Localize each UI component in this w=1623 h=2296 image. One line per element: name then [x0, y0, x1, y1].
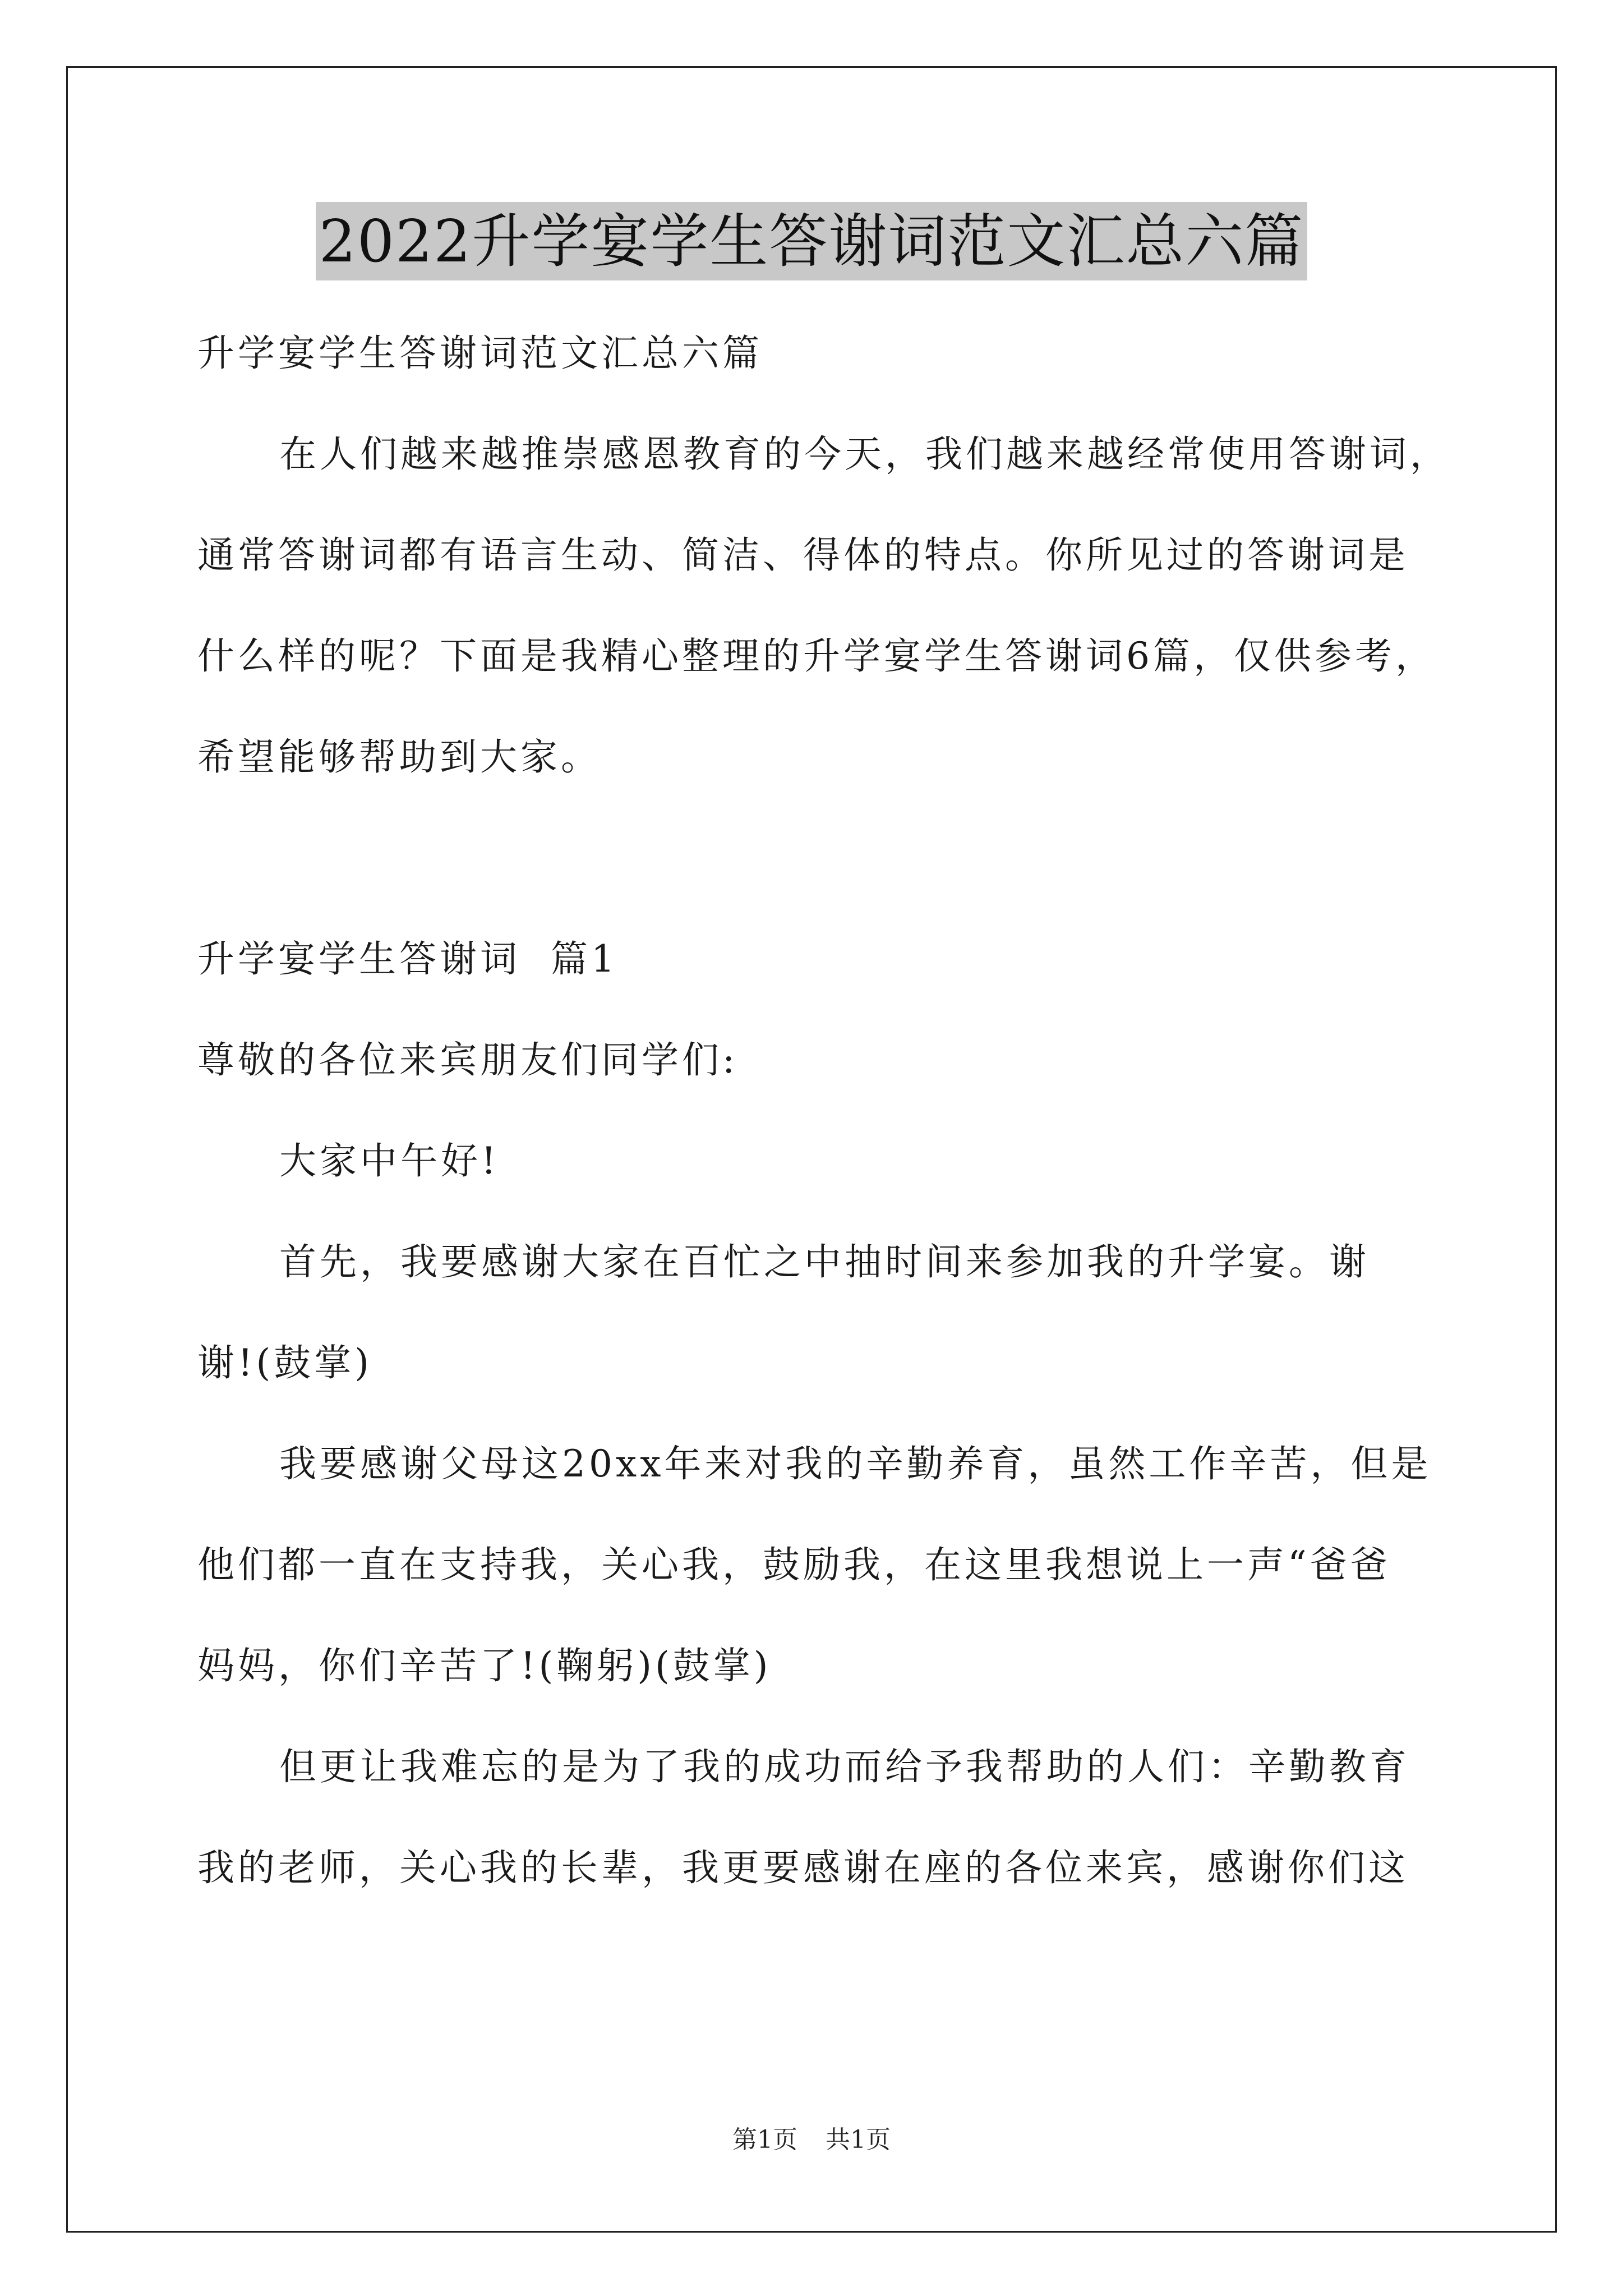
intro-line: 什么样的呢？下面是我精心整理的升学宴学生答谢词6篇，仅供参考，: [197, 634, 1436, 678]
page-footer: [0, 2123, 1623, 2157]
section-heading: 升学宴学生答谢词 篇1: [197, 937, 618, 981]
salutation: 尊敬的各位来宾朋友们同学们:: [197, 1038, 739, 1082]
document-title: 2022升学宴学生答谢词范文汇总六篇: [316, 202, 1308, 280]
paragraph-line: 我的老师，关心我的长辈，我更要感谢在座的各位来宾，感谢你们这: [197, 1846, 1409, 1889]
paragraph-line: 首先，我要感谢大家在百忙之中抽时间来参加我的升学宴。谢: [279, 1240, 1370, 1283]
blank-line: [197, 808, 1437, 909]
page-total: 共1页: [826, 2125, 891, 2154]
paragraph-line: 我要感谢父母这20xx年来对我的辛勤养育，虽然工作辛苦，但是: [279, 1442, 1432, 1485]
greeting: 大家中午好!: [279, 1139, 500, 1182]
intro-line: 通常答谢词都有语言生动、简洁、得体的特点。你所见过的答谢词是: [197, 533, 1409, 577]
document-subtitle: 升学宴学生答谢词范文汇总六篇: [197, 332, 763, 375]
paragraph-line: 妈妈，你们辛苦了!(鞠躬)(鼓掌): [197, 1644, 772, 1687]
paragraph-line: 但更让我难忘的是为了我的成功而给予我帮助的人们：辛勤教育: [279, 1745, 1410, 1788]
paragraph-line: 他们都一直在支持我，关心我，鼓励我，在这里我想说上一声“爸爸: [197, 1543, 1391, 1586]
page-number: 第1页: [732, 2125, 797, 2154]
paragraph-line: 谢!(鼓掌): [197, 1341, 373, 1384]
intro-line: 希望能够帮助到大家。: [197, 735, 601, 779]
title-block: [0, 202, 1623, 280]
document-body: [197, 303, 1450, 1918]
intro-line: 在人们越来越推崇感恩教育的今天，我们越来越经常使用答谢词，: [279, 432, 1450, 476]
